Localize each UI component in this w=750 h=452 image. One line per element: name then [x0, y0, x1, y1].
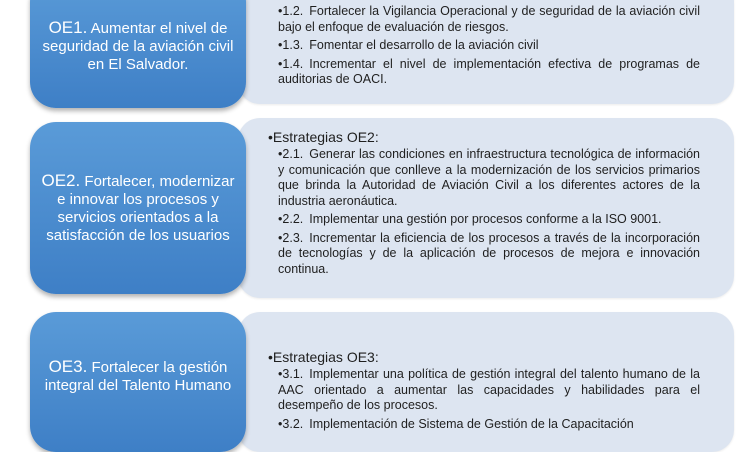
objective-description: Aumentar el nivel de seguridad de la aviación civil en El Salvador. [42, 19, 234, 73]
strategies-list-oe1 [268, 4, 700, 91]
strategy-item: •2.2. Implementar una gestión por procesos conforme a la ISO 9001. [278, 212, 662, 226]
objective-code: OE1. [48, 17, 88, 37]
objective-description: Fortalecer la gestión integral del Talento Humano [44, 359, 232, 394]
objective-oe2-text [40, 172, 236, 245]
strategies-list-oe2 [268, 128, 700, 280]
objective-oe1-text [40, 11, 236, 74]
objective-box-oe3 [30, 312, 246, 452]
strategy-item: •2.1. Generar las condiciones en infraestructura tecnológica de información y comunicación que conlleve a la modernización de los servicios primarios que brinda la Autoridad de Aviación Civil a los diferentes actores de la industria aeronáutica. [278, 147, 700, 208]
objective-oe3-text [40, 358, 236, 395]
strategy-item: •1.3. Fomentar el desarrollo de la aviación civil [278, 38, 539, 52]
strategy-item: •1.4. Incrementar el nivel de implementación efectiva de programas de auditorias de OACI. [278, 56, 700, 86]
objective-description: Fortalecer, modernizar e innovar los procesos y servicios orientados a la satisfacción de los usuarios [46, 172, 235, 244]
objective-code: OE2. [41, 170, 81, 190]
objective-box-oe2 [30, 122, 246, 294]
strategy-item: •1.2. Fortalecer la Vigilancia Operacional y de seguridad de la aviación civil bajo el enfoque de evaluación de riesgos. [278, 4, 700, 34]
strategy-item: •3.2. Implementación de Sistema de Gestión de la Capacitación [278, 416, 634, 431]
strategies-title: •Estrategias OE3: [268, 349, 379, 365]
strategy-item: •2.3. Incrementar la eficiencia de los procesos a través de la incorporación de tecnologías y de la aplicación de procesos de mejora e innovación continua. [278, 230, 700, 276]
strategies-list-oe3 [268, 348, 700, 435]
objective-code: OE3. [48, 357, 88, 376]
objective-box-oe1 [30, 0, 246, 108]
strategies-title: •Estrategias OE2: [268, 129, 379, 145]
strategy-item: •3.1. Implementar una política de gestión integral del talento humano de la AAC orientado a aumentar las capacidades y habilidades para el desempeño de los procesos. [278, 367, 700, 412]
